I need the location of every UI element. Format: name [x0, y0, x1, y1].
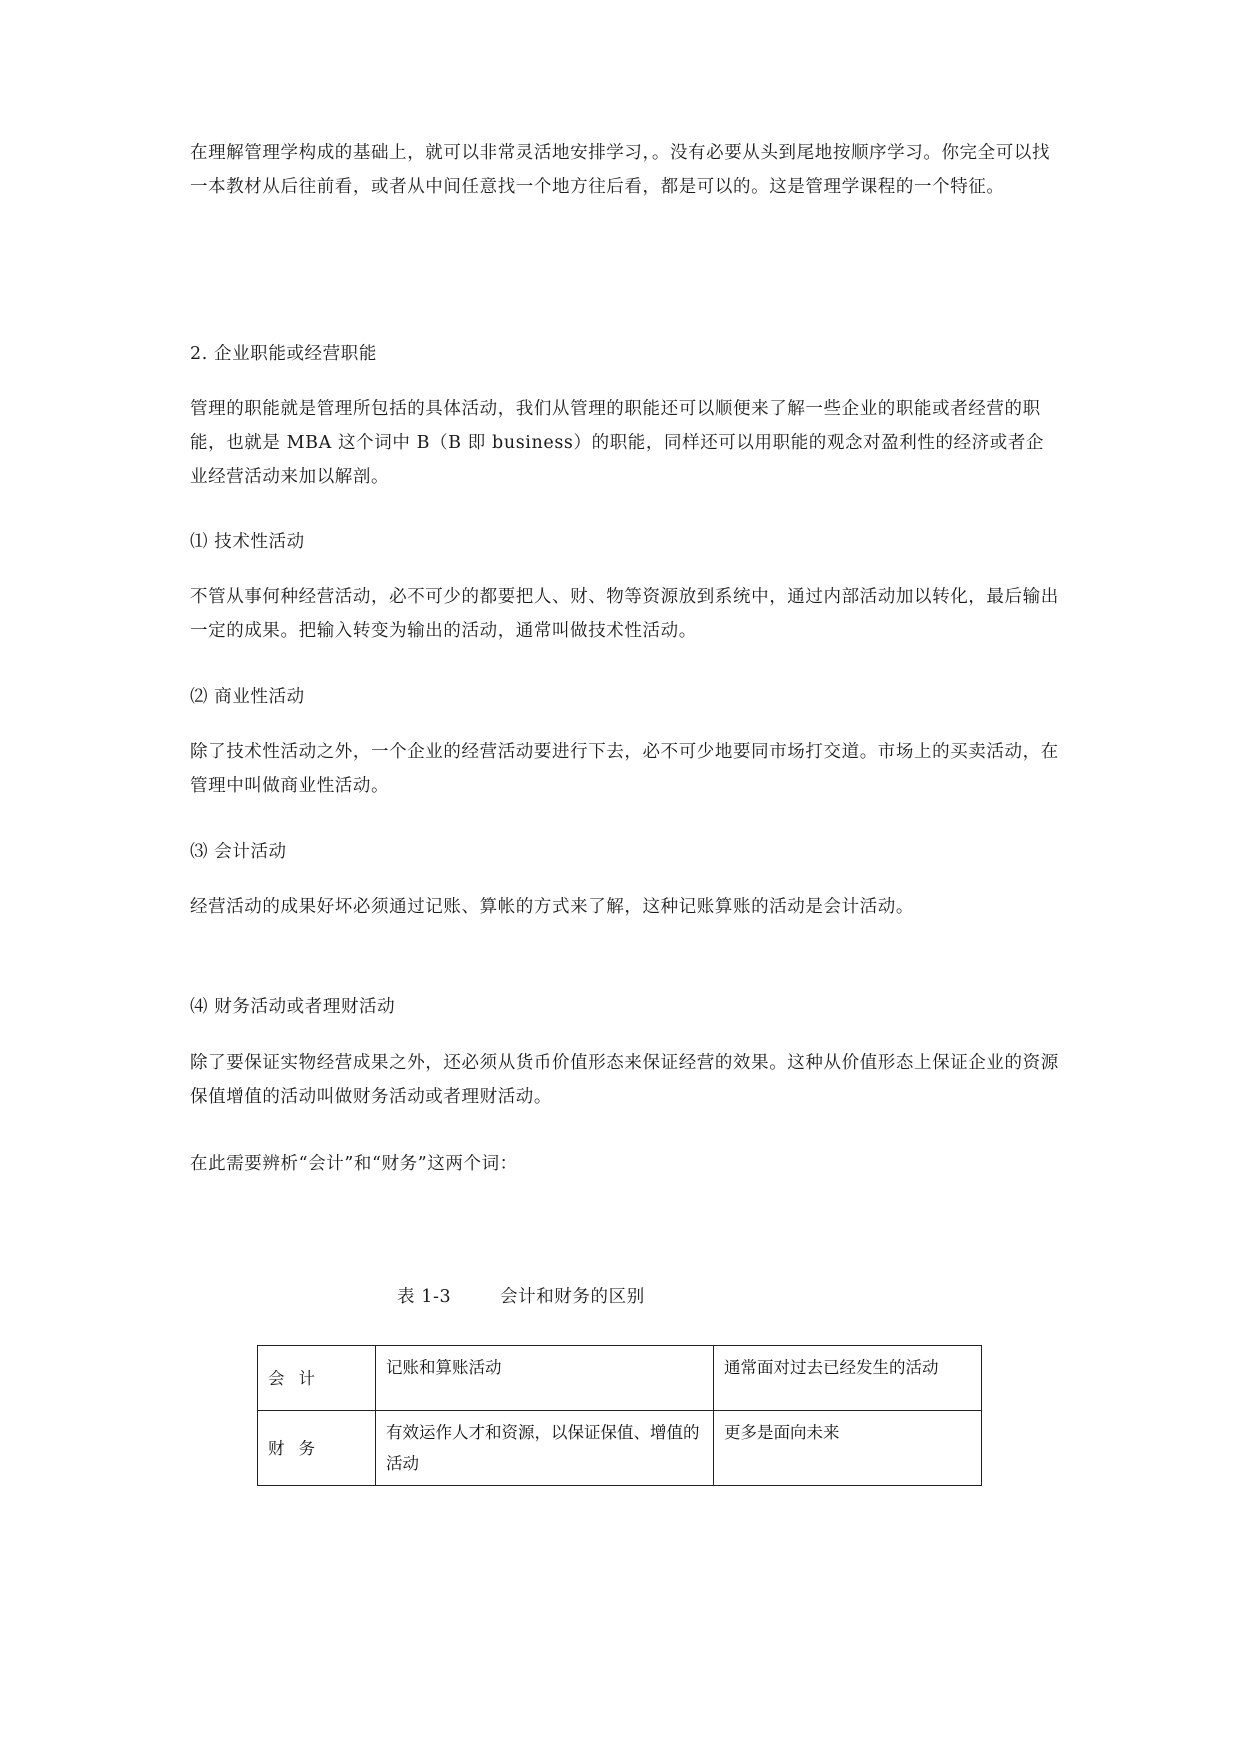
term-cell: 财务 — [258, 1411, 376, 1486]
item-2-paragraph: 除了技术性活动之外，一个企业的经营活动要进行下去，必不可少地要同市场打交道。市场上的买卖活动，在管理中叫做商业性活动。 — [190, 742, 1059, 796]
item-1-heading: ⑴ 技术性活动 — [190, 532, 305, 552]
table-caption-title: 会计和财务的区别 — [500, 1287, 645, 1307]
description-cell: 有效运作人才和资源，以保证保值、增值的活动 — [376, 1411, 714, 1486]
distinguish-paragraph: 在此需要辨析“会计”和“财务”这两个词： — [190, 1154, 518, 1174]
item-4-heading: ⑷ 财务活动或者理财活动 — [190, 997, 396, 1017]
intro-paragraph: 在理解管理学构成的基础上，就可以非常灵活地安排学习，。没有必要从头到尾地按顺序学习。你完全可以找一本教材从后往前看，或者从中间任意找一个地方往后看，都是可以的。这是管理学课程的一个特征。 — [190, 143, 1051, 197]
table-caption-number: 表 1-3 — [397, 1287, 452, 1307]
item-4-paragraph: 除了要保证实物经营成果之外，还必须从货币价值形态来保证经营的效果。这种从价值形态上保证企业的资源保值增值的活动叫做财务活动或者理财活动。 — [190, 1053, 1059, 1107]
item-2-heading: ⑵ 商业性活动 — [190, 687, 305, 707]
orientation-cell: 通常面对过去已经发生的活动 — [714, 1346, 982, 1411]
item-3-heading: ⑶ 会计活动 — [190, 842, 287, 862]
item-3-paragraph: 经营活动的成果好坏必须通过记账、算帐的方式来了解，这种记账算账的活动是会计活动。 — [190, 897, 914, 917]
orientation-cell: 更多是面向未来 — [714, 1411, 982, 1486]
description-cell: 记账和算账活动 — [376, 1346, 714, 1411]
section-2-paragraph: 管理的职能就是管理所包括的具体活动，我们从管理的职能还可以顺便来了解一些企业的职能或者经营的职能，也就是 MBA 这个词中 B（B 即 business）的职能，同样还可以用职能的观念对盈利性的经济或者企业经营活动来加以解剖。 — [190, 399, 1045, 487]
comparison-table — [257, 1345, 982, 1486]
term-cell: 会计 — [258, 1346, 376, 1411]
table-row — [258, 1346, 982, 1411]
table-row — [258, 1411, 982, 1486]
item-1-paragraph: 不管从事何种经营活动，必不可少的都要把人、财、物等资源放到系统中，通过内部活动加以转化，最后输出一定的成果。把输入转变为输出的活动，通常叫做技术性活动。 — [190, 587, 1059, 641]
section-2-heading: 2. 企业职能或经营职能 — [190, 344, 377, 364]
